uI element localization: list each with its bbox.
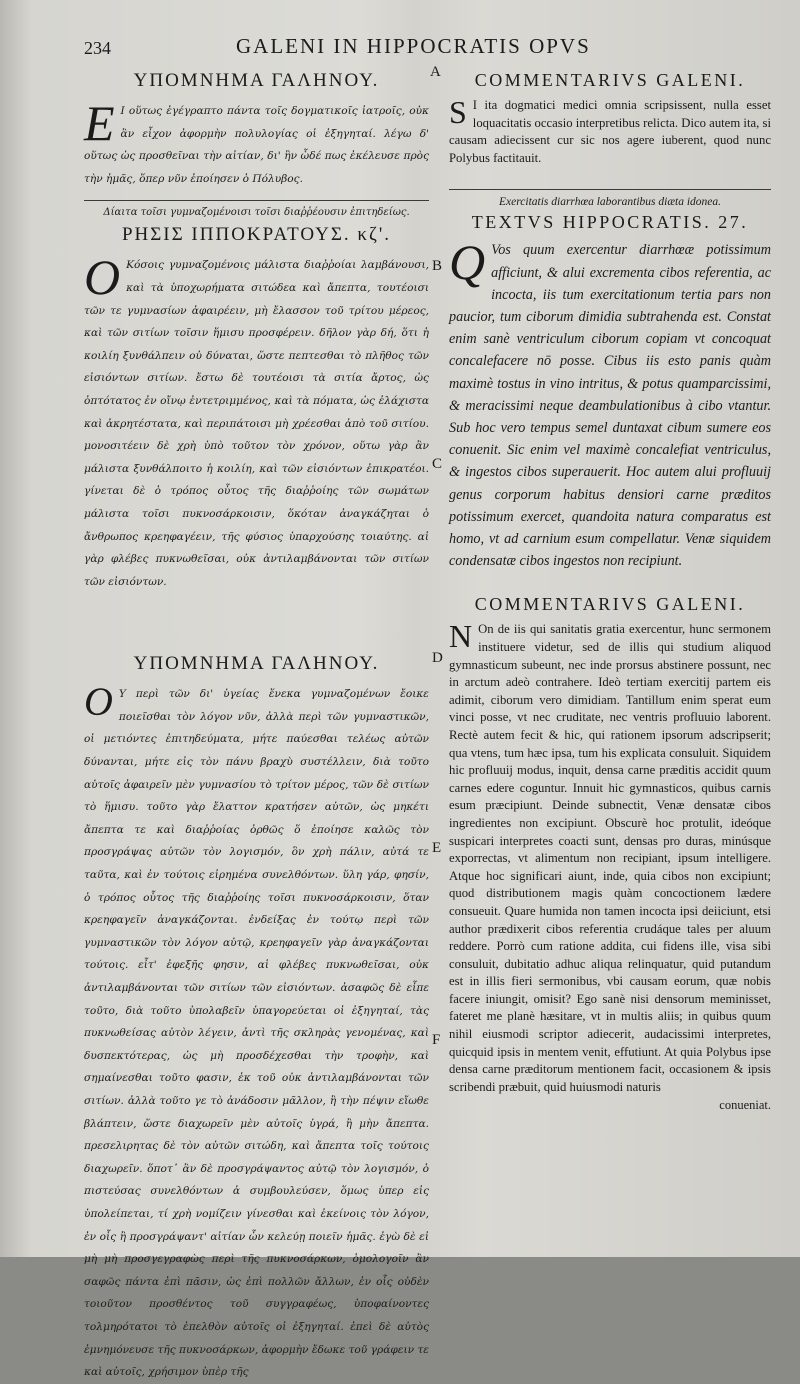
divider <box>449 189 771 190</box>
drop-cap: S <box>449 94 467 130</box>
drop-cap: E <box>84 95 115 151</box>
drop-cap: O <box>84 249 121 306</box>
margin-letter-b: B <box>432 258 443 274</box>
paragraph-text: Vos quum exercentur diarrhœæ potissimum afficiunt, & alui excrementa cibos referentia, ac incocta, iis tum exercitationum tertia pars non paucior, tum ciborum dimidia subtrahenda est. Constat enim sanè ventriculum ciborum copiam vt concoquat concalefacere nō posse. Cibus iis esto panis quàm maximè tostus in vino intritus, & potus quamparcissimi, & meracissimi neque deambulationibus à cibo vtantur. Sub hoc vero tempus semel duntaxat cibum sumere eos conuenit. Sic enim vel maximè concalefiat ventriculus, & ingestos cibos superauerit. Hoc autem alui profluuij genus corporum habitus densiori carne præditos potissimum exercet, quandoita natura comparatus est homo, vt ad carnium esum compellatur. Venæ siquidem condensatæ cibos ingestos non recipiunt. <box>449 242 771 570</box>
drop-cap: N <box>449 618 473 655</box>
greek-commentary-heading: ΥΠΟΜΝΗΜΑ ΓΑΛΗΝΟΥ. <box>133 70 380 91</box>
greek-summary: Δίαιτα τοῖσι γυμναζομένοισι τοῖσι διαῤῥέουσιν ἐπιτηδείως. <box>103 207 410 219</box>
greek-commentary-heading-2: ΥΠΟΜΝΗΜΑ ΓΑΛΗΝΟΥ. <box>133 653 380 675</box>
latin-commentary-intro <box>449 94 771 167</box>
greek-text-heading: ΡΗΣΙΣ ΙΠΠΟΚΡΑΤΟΥΣ. κζ'. <box>121 224 392 246</box>
paragraph-text: Υ περὶ τῶν δι' ὑγείας ἕνεκα γυμναζομένων ἔοικε ποιεῖσθαι τὸν λόγον νῦν, ἀλλὰ περὶ τῶν γυμναστικῶν, οἱ μετιόντες ἐπιτηδεύματα, μήτε παύεσθαι τελέως αὐτῶν δύνανται, μήτε εἰς τὸν πάνυ βραχὺ συστέλλειν, διὰ τοῦτο αὐτοῖς ἀφαιρεῖν μὲν γυμνασίου τὸ τρίτον μέρος, τῶν δὲ σιτίων τὸ ἥμισυ. τοῦτο γὰρ ἔλαττον κρατήσεν αὐτῶν, ὡς μηκέτι ἄπεπτα τε καὶ διαῤῥοίας ὀρθῶς ὅ ἐποίησε καλῶς τὸν προσγράψας αὐτῶν τὸν λογισμόν, ὃν χρὴ πάλιν, αὐτά τε ταῦτα, καὶ ἐν τούτοις εἰρημένα συνελθόντων. ὕλη γάρ, φησίν, ὁ τρόπος οὗτος τῆς διαῤῥοίης τοῖσι πυκνοσάρκοισιν, ὅταν κρεηφαγεῖν ἀναγκάζονται. ἐνδείξας ἐν τούτῳ περὶ τῶν γυμναστικῶν τὸν λόγον αὐτῷ, κρεηφαγεῖν γὰρ ἀναγκάζονται τούτοις. εἶτ' ἐφεξῆς φησιν, αἱ φλέβες πυκνωθεῖσαι, οὐκ ἀντιλαμβάνονται τῶν σιτίων τῶν εἰσιόντων. ἀσαφῶς δὲ εἶπε τοῦτο, διὰ τοῦτο ὑπολαβεῖν ὑπαγορεύεται οἱ ἐξηγηταί, τὰς πυκνωθείσας αὐτὸν λέγειν, ἀντὶ τῆς σκληρὰς γενομένας, καὶ δυσπεκτότερας, ὡς μὴ προσδέχεσθαι τὴν τροφὴν, καὶ σημαίνεσθαι τοῦτο φασιν, ἐκ τοῦ οὐκ ἀντιλαμβάνονται τῶν σιτίων. ἀλλὰ τοῦτο γε τὸ ἀνάδοσιν μᾶλλον, ἢ τὴν πέψιν εἴωθε βλάπτειν, ὥστε διαχωρεῖν μὲν αὐτοῖς ὑγρά, ἢ μὴν ἄπεπτα. πρεσελιρητας δὲ τὸν αὐτῶν σιτώδη, καὶ ἄπεπτα τοῖς τούτοις διαχωρεῖν. ὅποτ᾽ ἂν δὲ προσγράψαντος αὐτῷ τὸν λογισμόν, ὁ πιστεύσας συνελθόντων ἀ συμβουλεύσεν, ὅμως ὑπερ εἰς ὑπολείπεται, τί χρὴ νομίζειν γίνεσθαι καὶ ἐκείνοις τὸν λόγον, ἐν οἷς ἢ προσγράψαντ' αἰτίαν ὧν κελεύῃ ποιεῖν ἡμᾶς. ἐγὼ δὲ εἰ μὴ μὴ προσγεγραφὼς περὶ τῆς πυκνοσάρκων, ὁμολογοῖν ἂν σαφῶς πάντα ἐπὶ πᾶσιν, ὡς ἐπὶ πολλῶν ἄλλων, ἐν οἷς οὐδὲν τοιοῦτον προσθέντος τοῦ συγγραφέως, ὑποφαίνοντες τολμηρότατοι τὸ ἐπελθὸν αὐτοῖς οἱ ἐξηγηταί. ἐπεὶ δὲ αὐτὸς ἐμνημόνευσε τῆς πυκνοσάρκων, ἀφορμὴν ἔδωκε τοῦ γράφειν τε καὶ αὐτοῖς, χρήσιμον ὑπὲρ τῆς <box>84 688 429 1379</box>
drop-cap: O <box>84 679 113 725</box>
latin-commentary-body <box>449 618 771 1096</box>
latin-hippocrates-text <box>449 234 771 572</box>
latin-commentary-heading: COMMENTARIVS GALENI. <box>474 70 746 90</box>
drop-cap: Q <box>449 234 486 291</box>
margin-letter-e: E <box>432 840 442 856</box>
running-title: GALENI IN HIPPOCRATIS OPVS <box>236 34 591 58</box>
greek-hippocrates-text <box>84 249 429 593</box>
catchword: conueniat. <box>719 1098 771 1113</box>
margin-letter-d: D <box>432 650 443 666</box>
margin-letter-a: A <box>430 64 441 80</box>
paragraph-text: Κόσοις γυμναζομένοις μάλιστα διαῤῥοίαι λαμβάνουσι, καὶ τὰ ὑποχωρήματα σιτώδεα καὶ ἄπεπτα, τουτέοισι τῶν τε γυμνασίων ἀφαιρέειν, μὴ ἔλασσον τοῦ τρίτου μέρεος, καὶ τῶν σιτίων τοῖσιν ἥμισυ προσφέρειν. δῆλον γὰρ δή, ὅτι ἡ κοιλίη ξυνθάλπειν οὐ δύναται, ὥστε πεπτεσθαι τὸ πλῆθος τῶν εἰσιόντων σιτίων. ἔστω δὲ τουτέοισι τὰ σιτία ἄρτος, ὡς ὀπτότατος ἐν οἴνῳ ἐντετριμμένος, καὶ τὰ πόματα, ὡς ἐλάχιστα καὶ ἀκρητέστατα, καὶ περιπάτοισι μὴ χρέεσθαι ἀπὸ τοῦ σιτίου. μονοσιτέειν δὲ χρὴ ὑπὸ τοῦτον τὸν χρόνον, οὕτω γὰρ ἂν μάλιστα ξυνθάλποιτο ἡ κοιλίη, καὶ τῶν εἰσιόντων ἐπικρατέοι. γίνεται δὲ ὁ τρόπος οὗτος τῆς διαῤῥοίης τῶν σωμάτων μάλιστα τοῖσι πυκνοσάρκοισιν, ὅκόταν ἀναγκάζηται ὁ ἄνθρωπος κρεηφαγέειν, τῆς φύσιος ὑπαρχούσης τοιαύτης. αἱ γὰρ φλέβες πυκνωθεῖσαι, οὐκ ἀντιλαμβάνονται τῶν σιτίων τῶν εἰσιόντων. <box>84 259 429 588</box>
margin-letter-f: F <box>432 1032 441 1048</box>
paragraph-text: I ita dogmatici medici omnia scripsissent, nulla esset loquacitatis occasio interpretibus relicta. Dico autem ita, si causam adiecissent cur sic nos agere iuberent, quod nunc Polybus factitauit. <box>449 98 771 165</box>
latin-text-heading: TEXTVS HIPPOCRATIS. 27. <box>471 212 749 233</box>
greek-column <box>84 66 429 1384</box>
divider <box>84 200 429 201</box>
greek-commentary-body <box>84 679 429 1383</box>
page-number: 234 <box>84 38 111 58</box>
paragraph-text: On de iis qui sanitatis gratia exercentur, hunc sermonem instituere videtur, sed de illis qui studium aliquod gymnasticum subeunt, nec inde prorsus abstinere possunt, nec in arctum adeò contrahere. Ideò tertiam exercitij partem eis adimit, ciborum vero dimidiam. Tantillum enim sperat eum vinci posse, vt nec cruditate, nec ventris profluuio laborent. Rectè autem fecit & hic, qui rationem ipsorum adscripserit; qua vtens, tum hæc ipsa, tum his explicata consuluit. Siquidem hic profluuij modus, inquit, densa carne præditis accidit quum carnes edere coguntur. Innuit hic gymnasticos, quibus carnis esum præcipiunt. Deinde subnectit, Venæ densatæ cibos ingredientes non excipiunt. Obscurè hoc protulit, ideóque suspicari interpretes coacti sunt, densas pro duras, minúsque exporrectas, vt alimentum non recipiant, ipsum intelligere. Atque hoc significari aiunt, inde, quia cibos non excipiunt; quod distributionem magis quàm concoctionem lædere consueuit. Quare humida non tamen incocta ipsi deiiciunt, etsi author prædixerit cibos referentia crudáque tales per aluum reddere. Porrò cum ratione addita, cui fidens ille, visa sibi consuluit, dubitatio adhuc aliqua relinquatur, quid putandum est in illis fieri sermonibus, vbi causam eorum, quæ nobis facere iniungit, omisit? Ego sanè nisi densorum meminisset, fateret me planè hæsitare, vt in multis aliis; in quibus quum nihil eiusmodi scriptor adiecerit, audacissimi interpretes, quicquid ipsis in mentem venit, effutiunt. At quia Polybus ipse densa carne præditorum mentionem facit, occasionem & ipsis scribendi præbuit, quid huiusmodi naturis <box>449 622 771 1094</box>
latin-commentary-heading-2: COMMENTARIVS GALENI. <box>474 594 746 615</box>
greek-commentary-intro <box>84 95 429 190</box>
margin-letter-c: C <box>432 456 443 472</box>
latin-column <box>449 66 771 1113</box>
latin-summary: Exercitatis diarrhœa laborantibus diæta idonea. <box>498 196 722 209</box>
paragraph-text: Ι οὕτως ἐγέγραπτο πάντα τοῖς δογματικοῖς ἰατροῖς, οὐκ ἂν εἶχον ἀφορμὴν πολυλογίας οἱ ἐξηγηταί. λέγω δ' οὕτως ὡς προσθεῖναι τὴν αἰτίαν, δι' ἣν ὧδέ πως ἐκέλευσε πρὸς τὴν ἡμᾶς, ὅπερ νῦν ἐποίησεν ὁ Πόλυβος. <box>84 105 429 185</box>
